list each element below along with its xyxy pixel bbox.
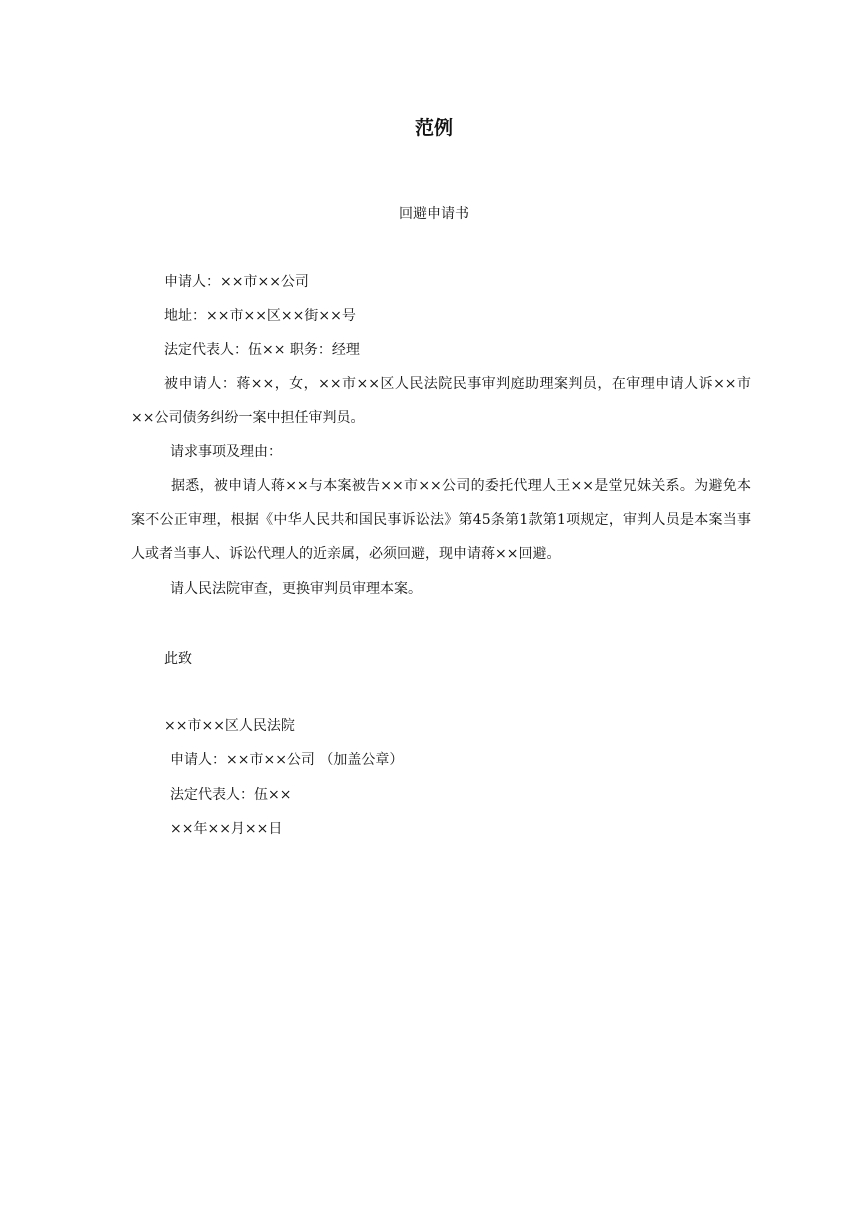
- closing-request: 请人民法院审查，更换审判员审理本案。: [170, 581, 422, 597]
- document-title: 回避申请书: [399, 206, 469, 222]
- signature-representative: 法定代表人：伍××: [170, 787, 292, 803]
- recipient: ××市××区人民法院: [164, 718, 295, 734]
- representative-line: 法定代表人：伍×× 职务：经理: [164, 342, 360, 358]
- salutation: 此致: [164, 651, 192, 667]
- signature-date: ××年××月××日: [170, 821, 283, 837]
- applicant-line: 申请人：××市××公司: [164, 274, 309, 290]
- page-heading: 范例: [414, 117, 453, 139]
- request-heading: 请求事项及理由：: [170, 444, 282, 460]
- respondent-paragraph: 被申请人：蒋××，女，××市××区人民法院民事审判庭助理案判员，在审理申请人诉××市××公司债务纠纷一案中担任审判员。: [131, 376, 751, 426]
- address-line: 地址：××市××区××街××号: [164, 308, 356, 324]
- signature-applicant: 申请人：××市××公司 （加盖公章）: [170, 752, 404, 768]
- reason-paragraph: 据悉，被申请人蒋××与本案被告××市××公司的委托代理人王××是堂兄妹关系。为避免本案不公正审理，根据《中华人民共和国民事诉讼法》第45条第1款第1项规定，审判人员是本案当事人或者当事人、诉讼代理人的近亲属，必须回避，现申请蒋××回避。: [131, 478, 751, 562]
